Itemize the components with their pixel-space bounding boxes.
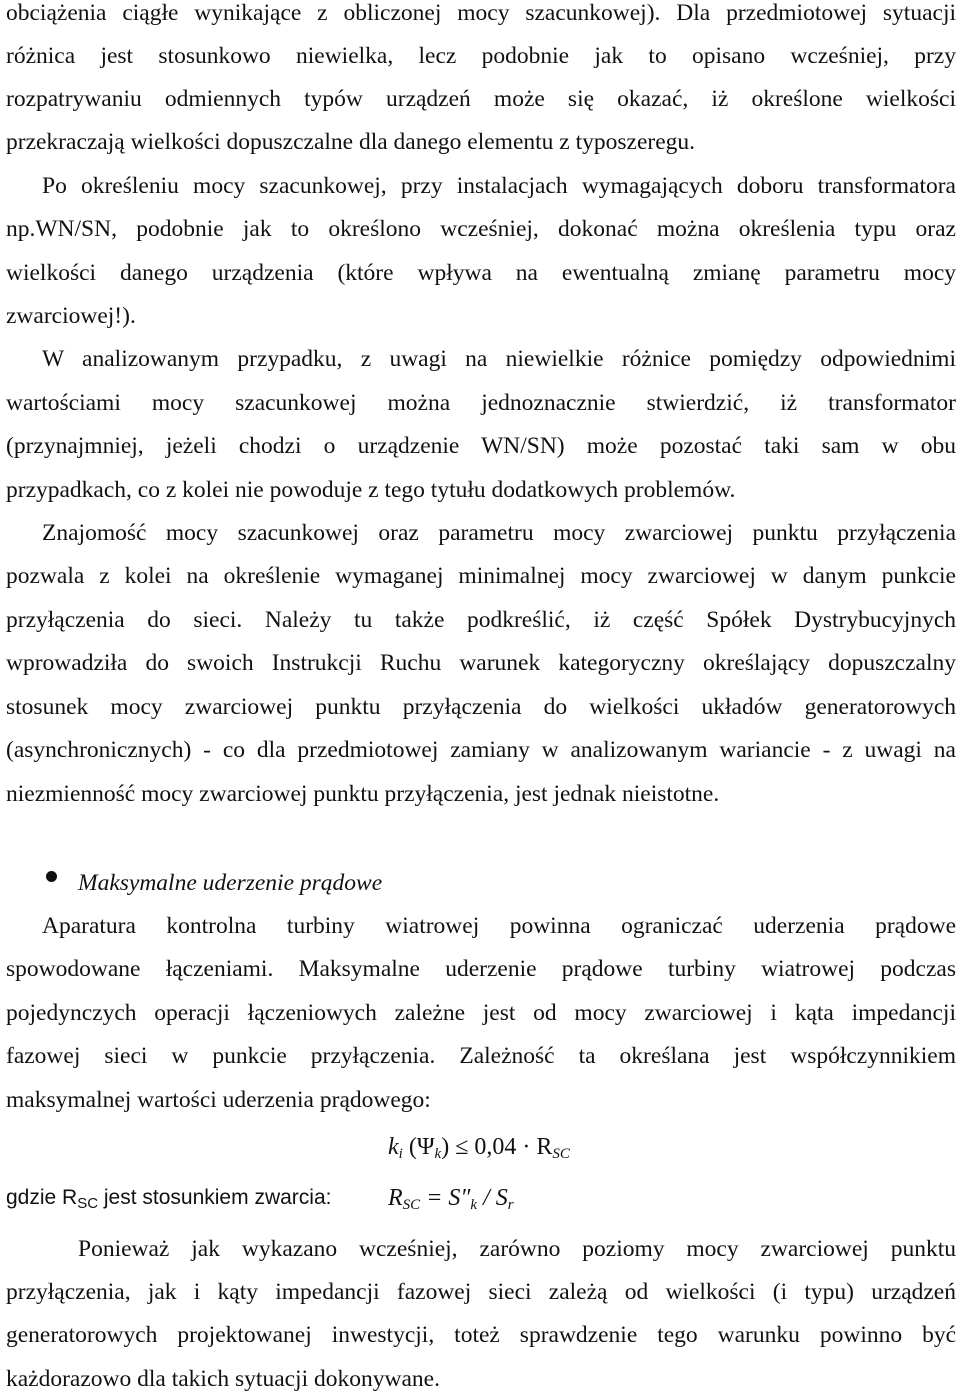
formula-text: = S″ (420, 1185, 471, 1211)
paragraph-line: stosunek mocy zwarciowej punktu przyłączenia do wielkości układów generatorowych (6, 694, 956, 720)
paragraph-line: wprowadziła do swoich Instrukcji Ruchu warunek kategoryczny określający dopuszczalny (6, 650, 956, 676)
paragraph-line: obciążenia ciągłe wynikające z obliczonej mocy szacunkowej). Dla przedmiotowej sytuacji (6, 0, 956, 26)
formula-subscript: r (507, 1197, 514, 1213)
paragraph-line: niezmienność mocy zwarciowej punktu przyłączenia, jest jednak nieistotne. (6, 781, 720, 807)
paragraph-line: różnica jest stosunkowo niewielka, lecz podobnie jak to opisano wcześniej, przy (6, 43, 956, 69)
paragraph-line: spowodowane łączeniami. Maksymalne uderzenie prądowe turbiny wiatrowej podczas (6, 956, 956, 982)
paragraph-line: Ponieważ jak wykazano wcześniej, zarówno poziomy mocy zwarciowej punktu (78, 1236, 956, 1262)
paragraph-line: każdorazowo dla takich sytuacji dokonywane. (6, 1366, 440, 1392)
paragraph-line: np.WN/SN, podobnie jak to określono wcześniej, dokonać można określenia typu oraz (6, 216, 956, 242)
formula-subscript: k (434, 1146, 442, 1162)
section-heading: Maksymalne uderzenie prądowe (78, 870, 383, 896)
paragraph-line: fazowej sieci w punkcie przyłączenia. Zależność ta określana jest współczynnikiem (6, 1043, 956, 1069)
formula-symbol: k (388, 1134, 399, 1160)
formula-subscript: SC (552, 1146, 570, 1162)
caption-subscript: SC (77, 1195, 99, 1212)
paragraph-line: zwarciowej!). (6, 303, 136, 329)
formula-text: (Ψ (402, 1134, 435, 1160)
paragraph-line: wartościami mocy szacunkowej można jednoznacznie stwierdzić, iż transformator (6, 390, 956, 416)
bullet-icon (46, 871, 57, 882)
formula-short-circuit-ratio (388, 1181, 514, 1222)
formula-text: / S (477, 1185, 508, 1211)
paragraph-line: pojedynczych operacji łączeniowych zależne jest od mocy zwarciowej i kąta impedancji (6, 1000, 956, 1026)
formula-symbol: R (388, 1185, 403, 1211)
formula-subscript: SC (402, 1197, 421, 1213)
formula-caption (6, 1181, 331, 1221)
paragraph-line: pozwala z kolei na określenie wymaganej minimalnej mocy zwarciowej w danym punkcie (6, 563, 956, 589)
caption-text: gdzie R (6, 1186, 78, 1209)
paragraph-line: Aparatura kontrolna turbiny wiatrowej powinna ograniczać uderzenia prądowe (42, 913, 956, 939)
paragraph-line: (przynajmniej, jeżeli chodzi o urządzenie WN/SN) może pozostać taki sam w obu (6, 433, 956, 459)
paragraph-line: przekraczają wielkości dopuszczalne dla danego elementu z typoszeregu. (6, 129, 696, 155)
paragraph-line: przyłączenia, jak i kąty impedancji fazowej sieci zależą od wielkości (i typu) urządzeń (6, 1279, 956, 1305)
paragraph-line: wielkości danego urządzenia (które wpływa na ewentualną zmianę parametru mocy (6, 260, 956, 286)
paragraph-line: Znajomość mocy szacunkowej oraz parametru mocy zwarciowej punktu przyłączenia (42, 520, 956, 546)
caption-text: jest stosunkiem zwarcia: (98, 1186, 332, 1209)
paragraph-line: przyłączenia do sieci. Należy tu także podkreślić, iż część Spółek Dystrybucyjnych (6, 607, 956, 633)
paragraph-line: (asynchronicznych) - co dla przedmiotowej zamiany w analizowanym wariancie - z uwagi na (6, 737, 956, 763)
paragraph-line: generatorowych projektowanej inwestycji, toteż sprawdzenie tego warunku powinno być (6, 1322, 956, 1348)
formula-subscript: k (470, 1197, 478, 1213)
formula-text: ) ≤ 0,04 · R (441, 1134, 553, 1160)
formula-current-surge (388, 1130, 570, 1171)
paragraph-line: rozpatrywaniu odmiennych typów urządzeń może się okazać, iż określone wielkości (6, 86, 956, 112)
paragraph-line: Po określeniu mocy szacunkowej, przy instalacjach wymagających doboru transformatora (42, 173, 956, 199)
formula-subscript: i (398, 1146, 403, 1162)
paragraph-line: przypadkach, co z kolei nie powoduje z tego tytułu dodatkowych problemów. (6, 477, 736, 503)
paragraph-line: maksymalnej wartości uderzenia prądowego: (6, 1087, 431, 1113)
paragraph-line: W analizowanym przypadku, z uwagi na niewielkie różnice pomiędzy odpowiednimi (42, 346, 956, 372)
